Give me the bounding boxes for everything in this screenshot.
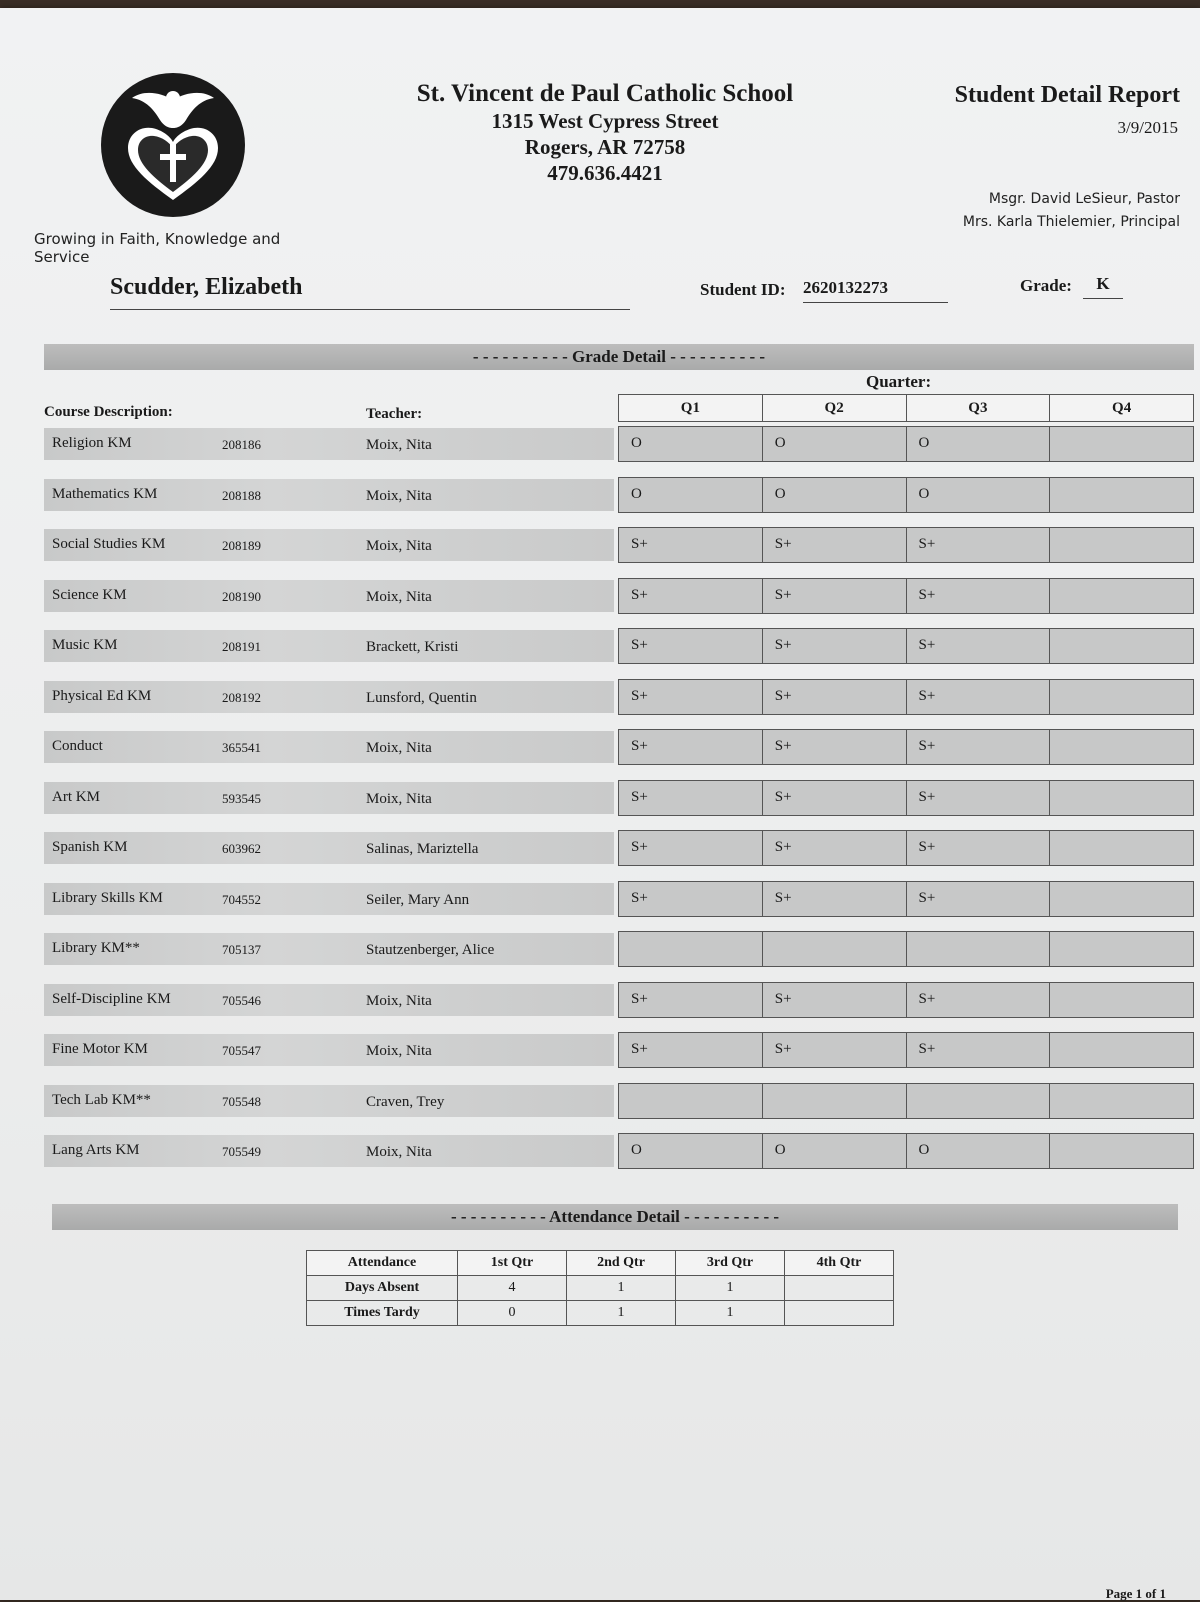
attendance-header-q1: 1st Qtr — [458, 1251, 567, 1276]
attendance-cell — [785, 1301, 894, 1326]
grade-label: Grade: — [1020, 276, 1072, 295]
grade-row — [44, 881, 1194, 917]
attendance-cell: 4 — [458, 1276, 567, 1301]
grade-cell-q1: O — [619, 1134, 762, 1168]
attendance-header-row — [307, 1251, 894, 1276]
quarter-header-q2: Q2 — [762, 395, 906, 421]
school-street: 1315 West Cypress Street — [491, 109, 719, 133]
student-id-value: 2620132273 — [803, 278, 948, 303]
grade-cell-q3 — [906, 932, 1050, 966]
grade-cell-q2: S+ — [762, 1033, 906, 1067]
grade-row — [44, 578, 1194, 614]
grade-cell-q2: O — [762, 427, 906, 461]
grade-cell-q2: O — [762, 1134, 906, 1168]
school-phone: 479.636.4421 — [547, 161, 663, 185]
student-id-label: Student ID: — [700, 280, 786, 299]
course-name: Tech Lab KM** — [52, 1092, 151, 1108]
grade-cell-q1 — [619, 1084, 762, 1118]
grade-row-label-band — [44, 731, 614, 763]
teacher-name: Seiler, Mary Ann — [366, 892, 470, 908]
grade-cells — [618, 729, 1194, 765]
grade-cells — [618, 1032, 1194, 1068]
grade-cell-q3: S+ — [906, 831, 1050, 865]
grade-cells — [618, 679, 1194, 715]
course-name: Religion KM — [52, 435, 132, 451]
grade-cell-q2 — [762, 1084, 906, 1118]
grade-cell-q4 — [1049, 1033, 1193, 1067]
grade-cell-q2: S+ — [762, 831, 906, 865]
teacher-name: Moix, Nita — [366, 740, 432, 756]
grade-cell-q3: O — [906, 427, 1050, 461]
grade-row — [44, 477, 1194, 513]
school-name: St. Vincent de Paul Catholic School — [416, 80, 794, 107]
quarter-header-q3: Q3 — [906, 395, 1050, 421]
grade-row — [44, 426, 1194, 462]
course-name: Library Skills KM — [52, 890, 163, 906]
grade-row — [44, 1083, 1194, 1119]
grade-cell-q4 — [1049, 781, 1193, 815]
course-code: 208188 — [222, 488, 261, 503]
grade-cell-q4 — [1049, 983, 1193, 1017]
course-code: 705137 — [222, 942, 261, 957]
grade-cell-q2: S+ — [762, 882, 906, 916]
grade-cell-q4 — [1049, 730, 1193, 764]
grade-cell-q1: S+ — [619, 882, 762, 916]
grade-cell-q2: S+ — [762, 528, 906, 562]
course-code: 208186 — [222, 437, 261, 452]
course-name: Spanish KM — [52, 839, 128, 855]
grade-cell-q2: S+ — [762, 579, 906, 613]
grade-cell-q1 — [619, 932, 762, 966]
course-name: Lang Arts KM — [52, 1142, 140, 1158]
attendance-row-label: Days Absent — [307, 1276, 458, 1301]
grade-row — [44, 1032, 1194, 1068]
grade-cell-q1: O — [619, 427, 762, 461]
course-code: 593545 — [222, 791, 261, 806]
grade-cell-q3: O — [906, 478, 1050, 512]
course-code: 705548 — [222, 1094, 261, 1109]
course-name: Physical Ed KM — [52, 688, 152, 704]
attendance-cell: 1 — [567, 1301, 676, 1326]
attendance-cell: 1 — [676, 1301, 785, 1326]
attendance-row-tardy — [307, 1301, 894, 1326]
course-code: 208189 — [222, 538, 261, 553]
quarter-header-row — [618, 394, 1194, 422]
grade-cells — [618, 527, 1194, 563]
grade-row — [44, 729, 1194, 765]
quarter-header-q4: Q4 — [1049, 395, 1193, 421]
grade-row-label-band — [44, 832, 614, 864]
attendance-header-q4: 4th Qtr — [785, 1251, 894, 1276]
teacher-name: Moix, Nita — [366, 488, 432, 504]
grade-row-label-band — [44, 883, 614, 915]
course-code: 705546 — [222, 993, 261, 1008]
grade-cell-q3: S+ — [906, 781, 1050, 815]
course-code: 705547 — [222, 1043, 261, 1058]
grade-row-label-band — [44, 428, 614, 460]
report-title: Student Detail Report — [954, 82, 1180, 108]
course-code: 208191 — [222, 639, 261, 654]
grade-row — [44, 931, 1194, 967]
grade-cell-q4 — [1049, 629, 1193, 663]
grade-detail-banner: - - - - - - - - - - Grade Detail - - - - - - - - - - — [44, 344, 1194, 370]
course-header: Course Description: — [44, 404, 173, 420]
grade-cells — [618, 1083, 1194, 1119]
grade-cell-q3: S+ — [906, 680, 1050, 714]
course-code: 208190 — [222, 589, 261, 604]
grade-cell-q3: S+ — [906, 629, 1050, 663]
grade-row-label-band — [44, 529, 614, 561]
dove-heart-cross-icon — [98, 70, 248, 220]
course-name: Music KM — [52, 637, 118, 653]
student-name: Scudder, Elizabeth — [110, 274, 630, 310]
grade-cells — [618, 881, 1194, 917]
teacher-name: Moix, Nita — [366, 538, 432, 554]
grade-cell-q4 — [1049, 831, 1193, 865]
principal-name: Mrs. Karla Thielemier, Principal — [962, 214, 1180, 230]
grade-cell-q1: O — [619, 478, 762, 512]
grade-cell-q3: S+ — [906, 528, 1050, 562]
teacher-name: Craven, Trey — [366, 1094, 445, 1110]
teacher-header: Teacher: — [366, 406, 423, 422]
grade-cells — [618, 830, 1194, 866]
course-code: 603962 — [222, 841, 261, 856]
grade-cell-q3: S+ — [906, 730, 1050, 764]
pastor-name: Msgr. David LeSieur, Pastor — [988, 191, 1180, 207]
grade-cell-q4 — [1049, 478, 1193, 512]
school-header — [400, 80, 810, 186]
course-name: Art KM — [52, 789, 100, 805]
grade-row — [44, 780, 1194, 816]
teacher-name: Moix, Nita — [366, 437, 432, 453]
teacher-name: Moix, Nita — [366, 589, 432, 605]
grade-cell-q4 — [1049, 680, 1193, 714]
grade-row-label-band — [44, 580, 614, 612]
teacher-name: Moix, Nita — [366, 1144, 432, 1160]
course-code: 705549 — [222, 1144, 261, 1159]
grade-cell-q4 — [1049, 528, 1193, 562]
attendance-cell: 1 — [676, 1276, 785, 1301]
grade-cell-q1: S+ — [619, 629, 762, 663]
course-name: Fine Motor KM — [52, 1041, 148, 1057]
attendance-cell: 0 — [458, 1301, 567, 1326]
grade-cells — [618, 578, 1194, 614]
grade-cell-q1: S+ — [619, 730, 762, 764]
course-name: Mathematics KM — [52, 486, 158, 502]
teacher-name: Moix, Nita — [366, 791, 432, 807]
teacher-name: Moix, Nita — [366, 1043, 432, 1059]
grade-cell-q3: O — [906, 1134, 1050, 1168]
grade-cells — [618, 1133, 1194, 1169]
school-logo — [98, 70, 248, 220]
quarter-label: Quarter: — [866, 372, 932, 391]
grade-cell-q1: S+ — [619, 781, 762, 815]
grade-cell-q4 — [1049, 882, 1193, 916]
course-code: 208192 — [222, 690, 261, 705]
grade-value: K — [1083, 274, 1123, 299]
course-name: Science KM — [52, 587, 127, 603]
grade-cell-q4 — [1049, 1134, 1193, 1168]
grade-row-label-band — [44, 1034, 614, 1066]
teacher-name: Moix, Nita — [366, 993, 432, 1009]
report-page — [0, 8, 1200, 1600]
grade-cell-q3: S+ — [906, 1033, 1050, 1067]
grade-cell-q3: S+ — [906, 983, 1050, 1017]
teacher-name: Brackett, Kristi — [366, 639, 459, 655]
grade-row — [44, 1133, 1194, 1169]
grade-cell-q4 — [1049, 1084, 1193, 1118]
quarter-header-q1: Q1 — [680, 400, 700, 416]
grade-cell-q4 — [1049, 427, 1193, 461]
attendance-cell: 1 — [567, 1276, 676, 1301]
attendance-cell — [785, 1276, 894, 1301]
teacher-name: Lunsford, Quentin — [366, 690, 477, 706]
attendance-header-q2: 2nd Qtr — [567, 1251, 676, 1276]
grade-cell-q1: S+ — [619, 1033, 762, 1067]
grade-row — [44, 982, 1194, 1018]
grade-cell-q4 — [1049, 579, 1193, 613]
grade-cell-q1: S+ — [619, 680, 762, 714]
grade-cell-q1: S+ — [619, 579, 762, 613]
grade-cell-q2: S+ — [762, 680, 906, 714]
grade-row-label-band — [44, 933, 614, 965]
teacher-name: Stautzenberger, Alice — [366, 942, 495, 958]
grade-cell-q2: S+ — [762, 781, 906, 815]
grade-row-label-band — [44, 1085, 614, 1117]
grade-row-label-band — [44, 479, 614, 511]
grade-cell-q2: O — [762, 478, 906, 512]
grade-cell-q2: S+ — [762, 983, 906, 1017]
attendance-row-absent — [307, 1276, 894, 1301]
course-code: 704552 — [222, 892, 261, 907]
grade-cells — [618, 477, 1194, 513]
attendance-detail-banner: - - - - - - - - - - Attendance Detail - - - - - - - - - - — [52, 1204, 1178, 1230]
grade-row-label-band — [44, 681, 614, 713]
course-name: Library KM** — [52, 940, 140, 956]
page-indicator: Page 1 of 1 — [1105, 1586, 1166, 1601]
grade-row — [44, 628, 1194, 664]
grade-row — [44, 679, 1194, 715]
attendance-header-q3: 3rd Qtr — [676, 1251, 785, 1276]
school-city: Rogers, AR 72758 — [524, 135, 686, 159]
course-name: Conduct — [52, 738, 103, 754]
grade-cells — [618, 628, 1194, 664]
attendance-row-label: Times Tardy — [307, 1301, 458, 1326]
grade-cell-q1: S+ — [619, 528, 762, 562]
course-name: Social Studies KM — [52, 536, 166, 552]
grade-cell-q2 — [762, 932, 906, 966]
grade-cells — [618, 780, 1194, 816]
grade-cell-q2: S+ — [762, 730, 906, 764]
grade-cell-q3 — [906, 1084, 1050, 1118]
attendance-table — [306, 1250, 894, 1326]
grade-cells — [618, 982, 1194, 1018]
report-date: 3/9/2015 — [1117, 118, 1178, 137]
school-tagline: Growing in Faith, Knowledge and Service — [34, 230, 281, 266]
grade-row-label-band — [44, 1135, 614, 1167]
teacher-name: Salinas, Mariztella — [366, 841, 479, 857]
grade-cells — [618, 931, 1194, 967]
attendance-header-label: Attendance — [307, 1251, 458, 1276]
grade-cell-q1: S+ — [619, 983, 762, 1017]
grade-cell-q1: S+ — [619, 831, 762, 865]
course-name: Self-Discipline KM — [52, 991, 171, 1007]
grade-cell-q2: S+ — [762, 629, 906, 663]
course-code: 365541 — [222, 740, 261, 755]
grade-row — [44, 830, 1194, 866]
grade-cells — [618, 426, 1194, 462]
grade-cell-q3: S+ — [906, 579, 1050, 613]
grade-row-label-band — [44, 984, 614, 1016]
grade-row-label-band — [44, 782, 614, 814]
staff-block — [963, 188, 1180, 234]
grade-cell-q4 — [1049, 932, 1193, 966]
grade-row — [44, 527, 1194, 563]
grade-row-label-band — [44, 630, 614, 662]
grade-cell-q3: S+ — [906, 882, 1050, 916]
